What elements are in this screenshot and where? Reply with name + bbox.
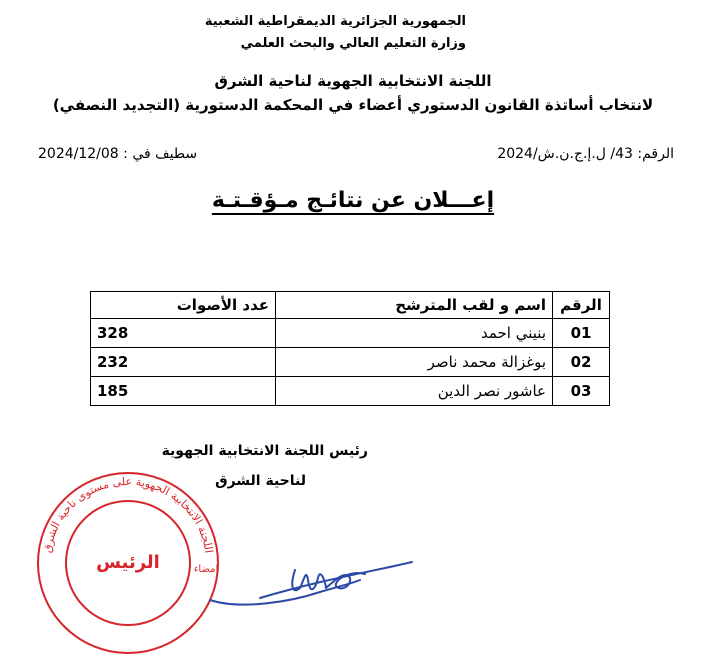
table-row: [91, 319, 610, 348]
handwritten-signature: [200, 540, 420, 620]
stamp-ring-text: [41, 475, 216, 554]
row-votes: 232: [91, 348, 276, 377]
row-number: 01: [553, 319, 610, 348]
header-number: الرقم: [553, 292, 610, 319]
header-name: اسم و لقب المترشح: [276, 292, 553, 319]
results-table: [90, 291, 610, 406]
row-name: بوغزالة محمد ناصر: [276, 348, 553, 377]
official-stamp: [28, 468, 228, 658]
row-number: 03: [553, 377, 610, 406]
table-header-row: [91, 292, 610, 319]
signature-stroke: [210, 562, 412, 605]
document-date: سطيف في : 2024/12/08: [38, 146, 198, 162]
table-row: [91, 348, 610, 377]
stamp-ring-textpath: اللجنة الانتخابية الجهوية على مستوى ناحية الشرق: [40, 474, 216, 554]
row-votes: 185: [91, 377, 276, 406]
header-purpose: لانتخاب أساتذة القانون الدستوري أعضاء في المحكمة الدستورية (التجديد النصفي): [52, 96, 654, 114]
table-row: [91, 377, 610, 406]
row-votes: 328: [91, 319, 276, 348]
reference-number: الرقم: 43/ ل.إ.ج.ن.ش/2024: [497, 146, 674, 162]
signature-title: رئيس اللجنة الانتخابية الجهوية: [161, 443, 368, 459]
header-republic: الجمهورية الجزائرية الديمقراطية الشعبية: [204, 14, 466, 29]
header-votes: عدد الأصوات: [91, 292, 276, 319]
header-ministry: وزارة التعليم العالي والبحث العلمي: [240, 36, 466, 51]
row-name: عاشور نصر الدين: [276, 377, 553, 406]
document-title: إعـــلان عن نتائـج مـؤقـتـة: [211, 188, 495, 213]
stamp-center-text: الرئيس: [96, 552, 160, 573]
row-number: 02: [553, 348, 610, 377]
row-name: بنيني احمد: [276, 319, 553, 348]
stamp-sign-label: امضاء: [193, 564, 219, 575]
signature-region: لناحية الشرق: [215, 473, 306, 489]
header-committee: اللجنة الانتخابية الجهوية لناحية الشرق: [214, 72, 492, 90]
